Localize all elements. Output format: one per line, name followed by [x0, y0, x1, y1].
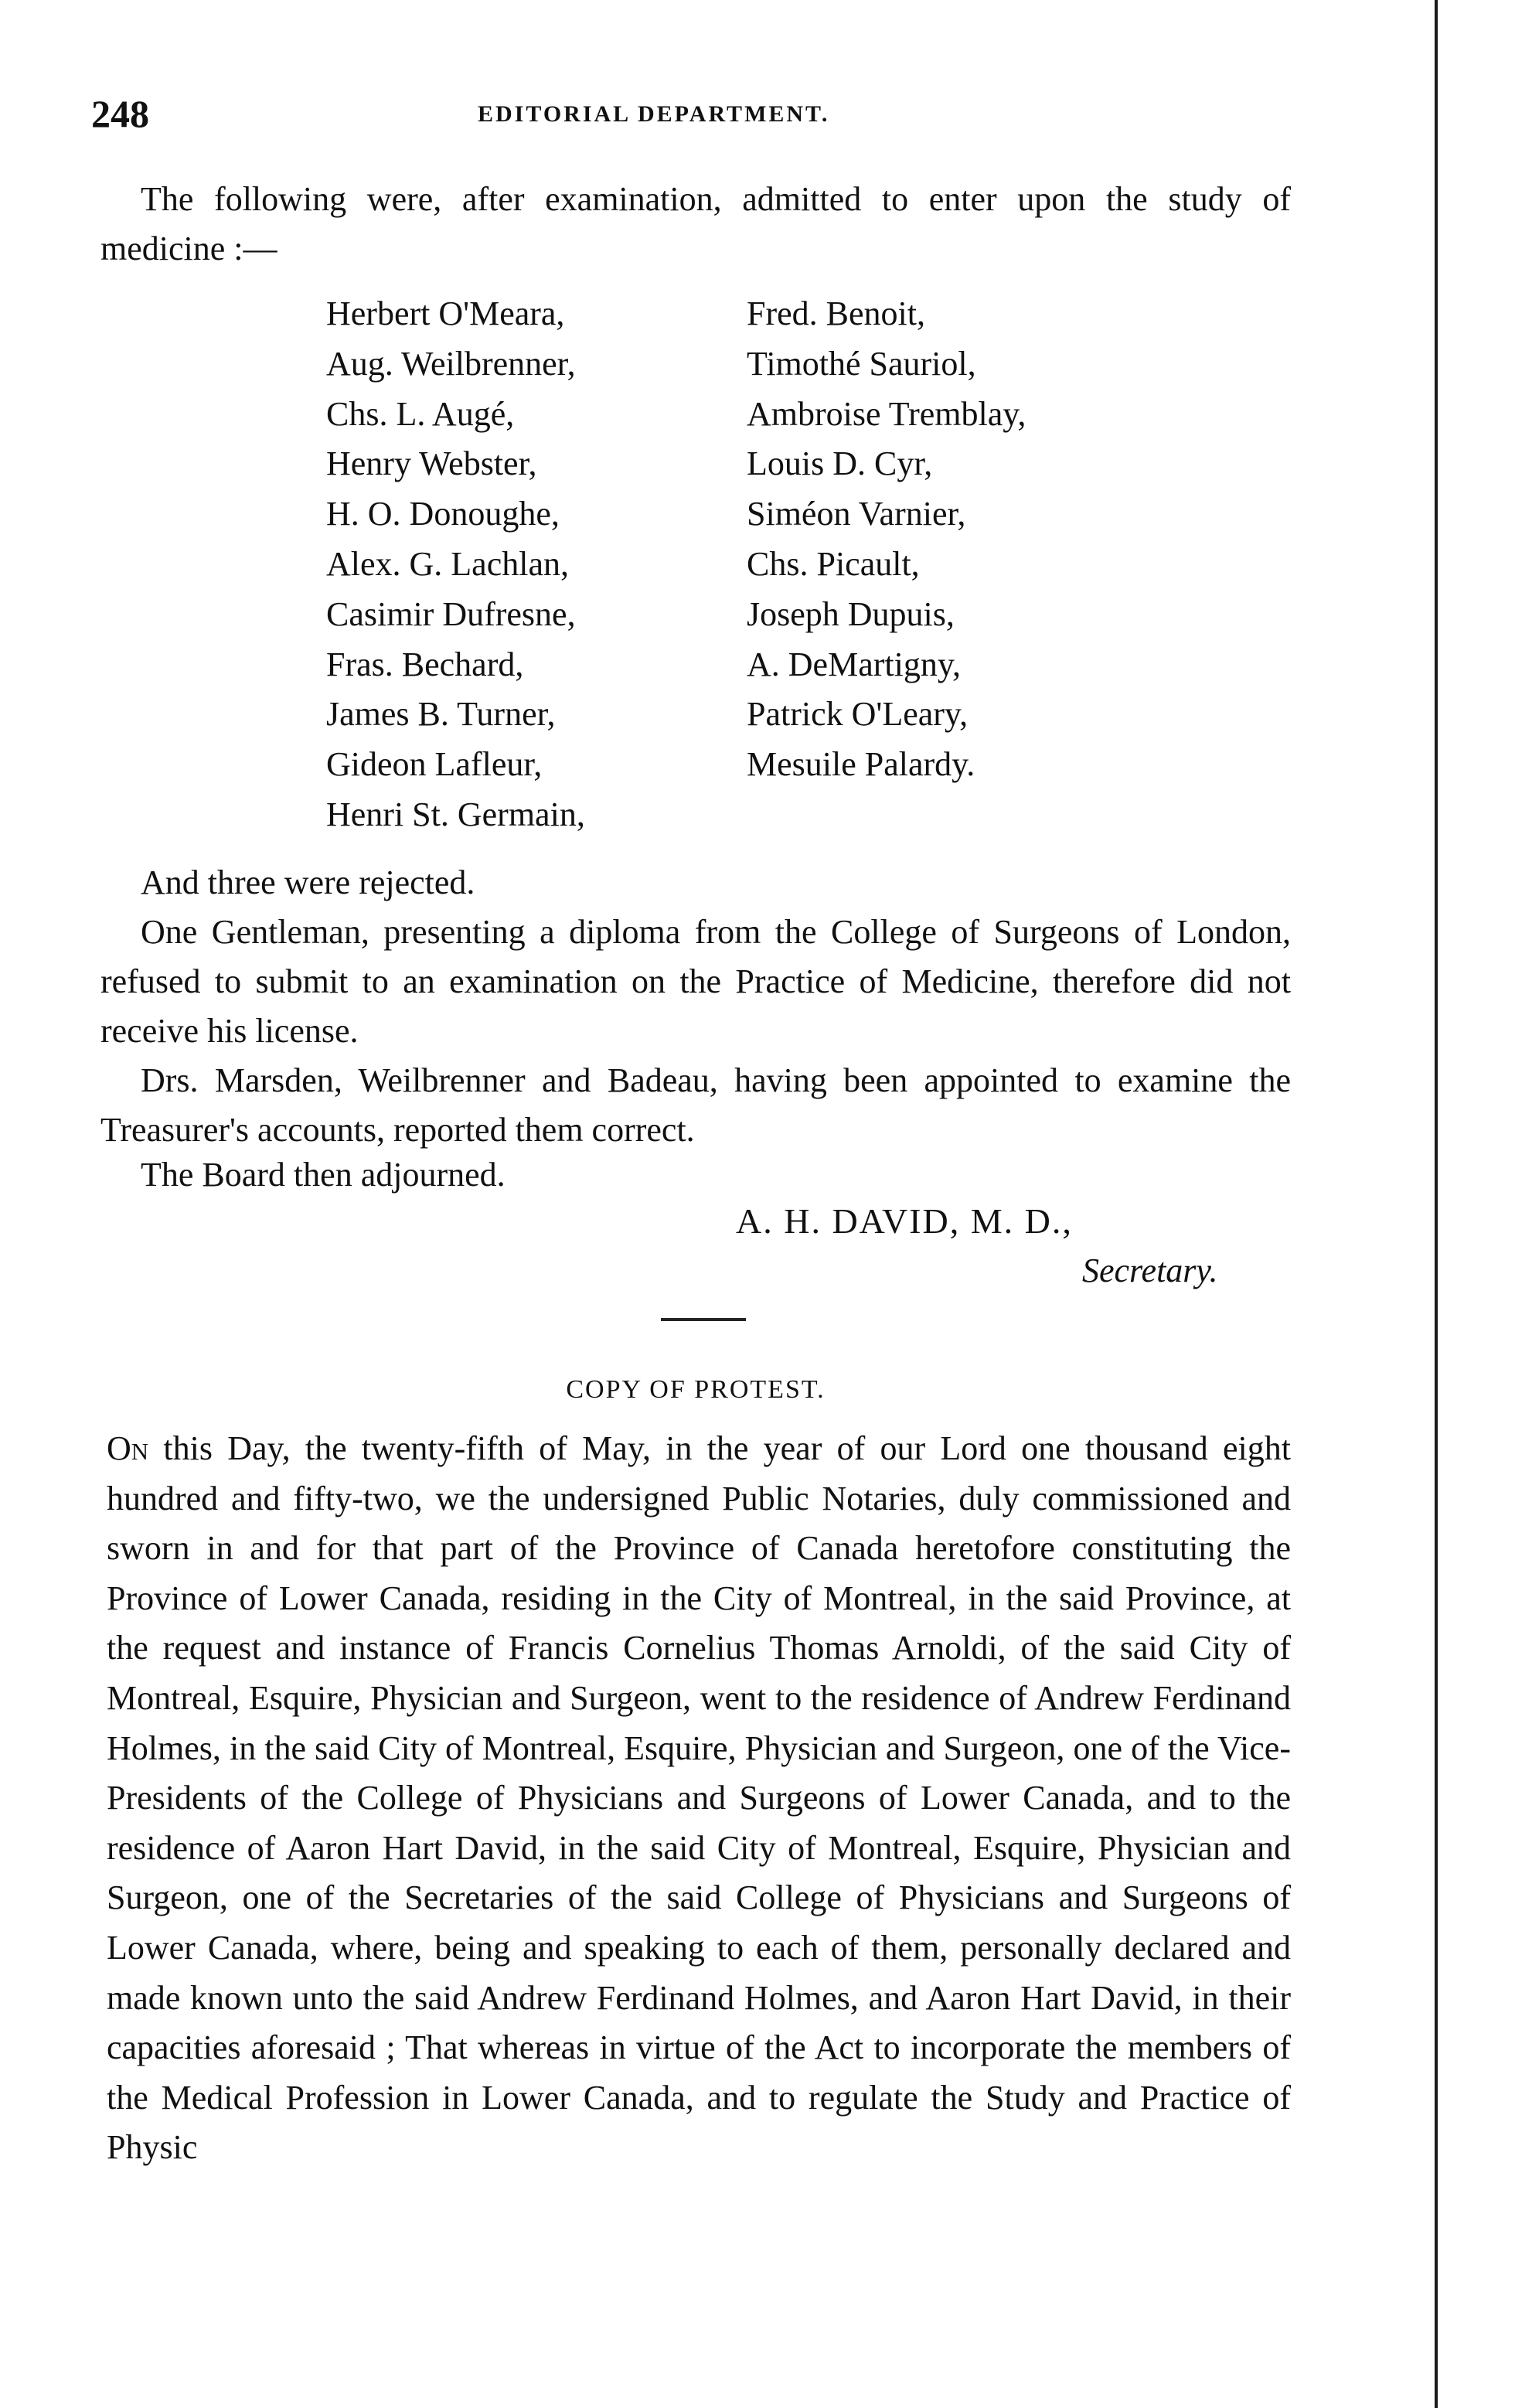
- page-edge-rule: [1435, 0, 1438, 2408]
- admitted-name: Casimir Dufresne,: [326, 594, 576, 633]
- admitted-name: Alex. G. Lachlan,: [326, 544, 569, 583]
- admitted-name: Joseph Dupuis,: [747, 594, 955, 633]
- secretary-signature-role: Secretary.: [1082, 1252, 1218, 1289]
- adjourned-paragraph: The Board then adjourned.: [141, 1156, 506, 1194]
- protest-title: COPY OF PROTEST.: [566, 1375, 826, 1404]
- running-head: EDITORIAL DEPARTMENT.: [478, 101, 830, 127]
- admitted-name: Chs. L. Augé,: [326, 394, 515, 433]
- admitted-name: Chs. Picault,: [747, 544, 920, 583]
- admitted-name: Herbert O'Meara,: [326, 295, 565, 332]
- intro-paragraph: The following were, after examination, admitted to enter upon the study of medicine :—: [100, 180, 1291, 267]
- admitted-name: A. DeMartigny,: [747, 645, 961, 683]
- admitted-name: Patrick O'Leary,: [747, 695, 969, 734]
- section-divider: [661, 1318, 746, 1321]
- admitted-name: James B. Turner,: [326, 695, 556, 734]
- admitted-name: Siméon Varnier,: [747, 495, 966, 533]
- protest-paragraph: [107, 1424, 1291, 2173]
- admitted-name: Timothé Sauriol,: [747, 344, 976, 383]
- admitted-name: Fras. Bechard,: [326, 645, 524, 683]
- admitted-name: Henry Webster,: [326, 444, 537, 483]
- admitted-names-left-column: [326, 289, 728, 840]
- page-header: [91, 87, 1282, 141]
- secretary-signature-name: A. H. DAVID, M. D.,: [736, 1201, 1073, 1241]
- admitted-name: H. O. Donoughe,: [326, 495, 560, 533]
- admitted-name: Aug. Weilbrenner,: [326, 344, 576, 383]
- protest-first-word: On: [107, 1429, 149, 1467]
- protest-body: this Day, the twenty-fifth of May, in the year of our Lord one thousand eight hundred and fifty-two, we the undersigned Public Notaries, duly commissioned and sworn in and for that part of the Province of Canada heretofore constituting the Province of Lower Canada, residing in the City of Montreal, in the said Province, at the request and instance of Francis Cornelius Thomas Arnoldi, of the said City of Montreal, Esquire, Physician and Surgeon, went to the residence of Andrew Ferdinand Holmes, in the said City of Montreal, Esquire, Physician and Surgeon, one of the Vice-Presidents of the College of Physicians and Surgeons of Lower Canada, and to the residence of Aaron Hart David, in the said City of Montreal, Esquire, Physician and Surgeon, one of the Secretaries of the said College of Physicians and Surgeons of Lower Canada, where, being and speaking to each of them, personally declared and made known unto the said Andrew Ferdinand Holmes, and Aaron Hart David, in their capacities aforesaid ; That whereas in virtue of the Act to incorporate the members of the Medical Profession in Lower Canada, and to regulate the Study and Practice of Physic: [107, 1429, 1291, 2167]
- admitted-name: Mesuile Palardy.: [747, 745, 975, 784]
- admitted-name: Ambroise Tremblay,: [747, 394, 1026, 433]
- admitted-name: Louis D. Cyr,: [747, 444, 933, 483]
- gentleman-paragraph: One Gentleman, presenting a diploma from the College of Surgeons of London, refused to submit to an examination on the Practice of Medicine, therefore did not receive his license.: [100, 913, 1291, 1050]
- rejected-paragraph: And three were rejected.: [141, 863, 475, 901]
- accounts-paragraph: Drs. Marsden, Weilbrenner and Badeau, having been appointed to examine the Treasurer's accounts, reported them correct.: [100, 1061, 1291, 1149]
- page-number: 248: [91, 92, 149, 135]
- admitted-name: Henri St. Germain,: [326, 795, 585, 833]
- admitted-names-right-column: [747, 289, 1180, 790]
- admitted-name: Gideon Lafleur,: [326, 745, 543, 784]
- admitted-name: Fred. Benoit,: [747, 295, 925, 332]
